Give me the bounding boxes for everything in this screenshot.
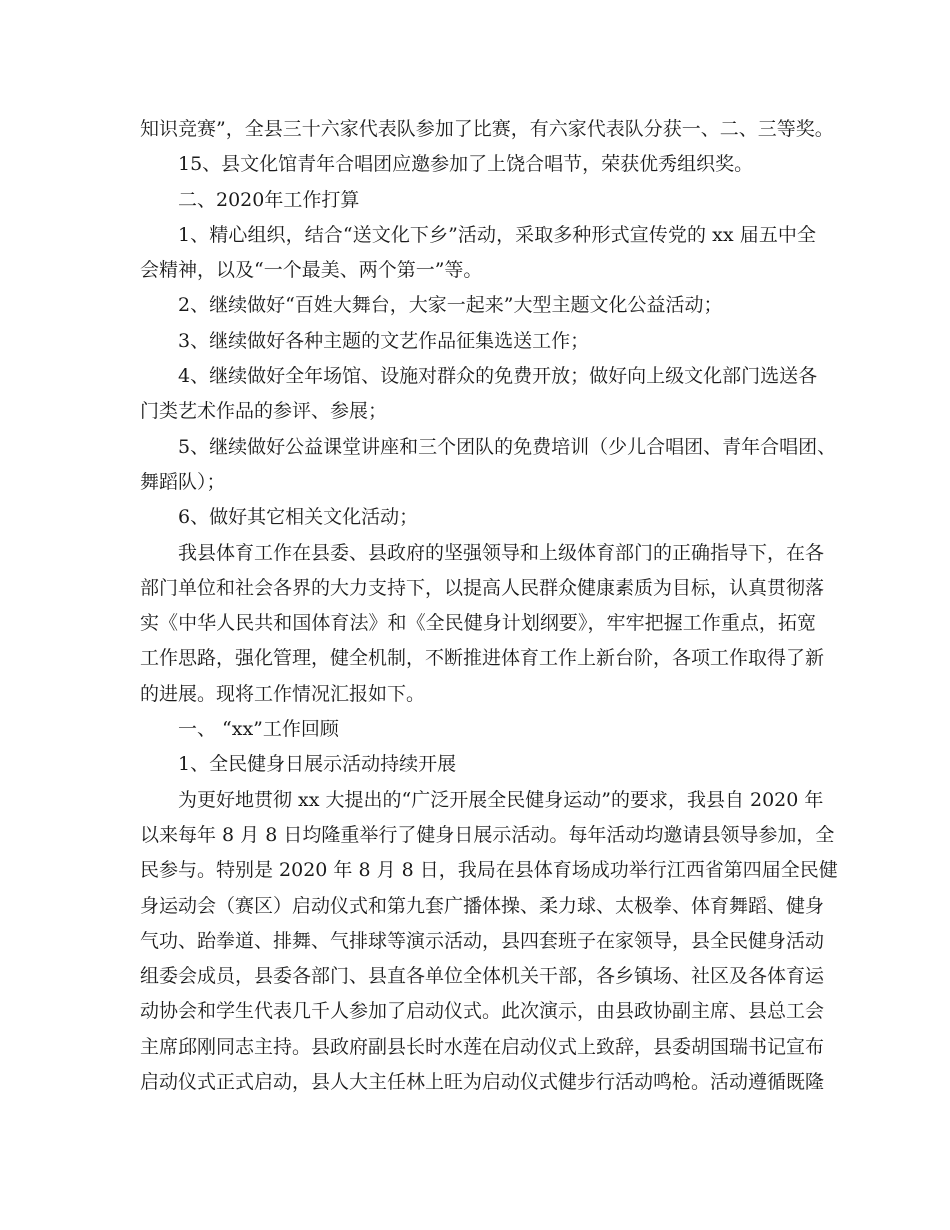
document-body [140,112,838,1100]
text-line: 4、继续做好全年场馆、设施对群众的免费开放；做好向上级文化部门选送各 [178,365,818,388]
text-line: 组委会成员，县委各部门、县直各单位全体机关干部，各乡镇场、社区及各体育运 [140,965,825,988]
text-line: 的进展。现将工作情况汇报如下。 [140,682,426,705]
text-line: 一、 “xx”工作回顾 [178,718,339,741]
text-line: 5、继续做好公益课堂讲座和三个团队的免费培训（少儿合唱团、青年合唱团、 [178,435,837,458]
text-line: 1、全民健身日展示活动持续开展 [178,753,457,776]
text-line: 二、2020年工作打算 [178,188,360,211]
text-line: 民参与。特别是 2020 年 8 月 8 日，我局在县体育场成功举行江西省第四届全民健 [140,859,838,882]
text-line: 我县体育工作在县委、县政府的坚强领导和上级体育部门的正确指导下，在各 [178,541,825,564]
text-line: 1、精心组织，结合“送文化下乡”活动，采取多种形式宣传党的 xx 届五中全 [178,223,816,246]
text-line: 启动仪式正式启动，县人大主任林上旺为启动仪式健步行活动鸣枪。活动遵循既隆 [140,1071,825,1094]
text-line: 主席邱刚同志主持。县政府副县长时水莲在启动仪式上致辞，县委胡国瑞书记宣布 [140,1035,825,1058]
text-line: 2、继续做好“百姓大舞台，大家一起来”大型主题文化公益活动； [178,294,723,317]
text-line: 知识竞赛”，全县三十六家代表队参加了比赛，有六家代表队分获一、二、三等奖。 [140,118,834,140]
text-line: 15、县文化馆青年合唱团应邀参加了上饶合唱节，荣获优秀组织奖。 [178,153,754,176]
text-line: 部门单位和社会各界的大力支持下，以提高人民群众健康素质为目标，认真贯彻落 [140,576,825,599]
text-line: 工作思路，强化管理，健全机制，不断推进体育工作上新台阶，各项工作取得了新 [140,647,825,670]
text-line: 为更好地贯彻 xx 大提出的“广泛开展全民健身运动”的要求，我县自 2020 年 [178,788,824,811]
text-line: 身运动会（赛区）启动仪式和第九套广播体操、柔力球、太极拳、体育舞蹈、健身 [140,894,825,917]
text-line: 门类艺术作品的参评、参展； [140,400,388,423]
text-line: 3、继续做好各种主题的文艺作品征集选送工作； [178,329,590,352]
text-line: 6、做好其它相关文化活动； [178,506,419,529]
text-line: 会精神，以及“一个最美、两个第一”等。 [140,259,483,282]
text-line: 动协会和学生代表几千人参加了启动仪式。此次演示，由县政协副主席、县总工会 [140,1000,825,1023]
text-line: 气功、跆拳道、排舞、气排球等演示活动，县四套班子在家领导，县全民健身活动 [140,929,825,952]
text-line: 舞蹈队）； [140,470,226,493]
text-line: 以来每年 8 月 8 日均隆重举行了健身日展示活动。每年活动均邀请县领导参加，全 [140,823,835,846]
text-line: 实《中华人民共和国体育法》和《全民健身计划纲要》，牢牢把握工作重点，拓宽 [140,612,816,635]
